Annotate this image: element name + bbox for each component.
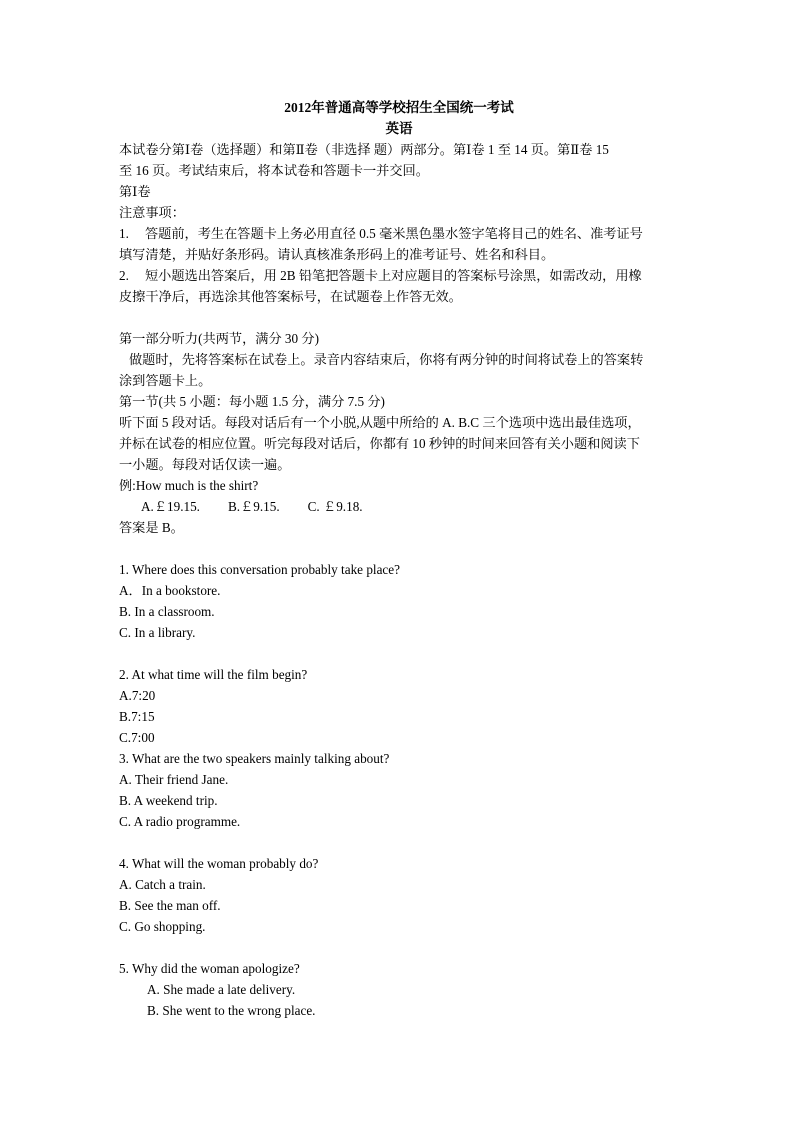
- answer-option: C.7:00: [119, 730, 155, 745]
- question-text: 1. Where does this conversation probably take place?: [119, 562, 400, 577]
- part-heading: 第一部分听力(共两节，满分 30 分): [119, 331, 320, 346]
- answer-option: A. Catch a train.: [119, 877, 206, 892]
- note-number: 1.: [119, 226, 129, 241]
- answer-option: B. She went to the wrong place.: [147, 1003, 316, 1018]
- answer-option: C. In a library.: [119, 625, 196, 640]
- answer-option: C. A radio programme.: [119, 814, 241, 829]
- exam-subject: 英语: [385, 121, 413, 136]
- note-item: [119, 265, 679, 286]
- volume-heading: 第Ⅰ卷: [119, 184, 151, 199]
- spacer: [119, 937, 679, 958]
- example-question: 例:How much is the shirt?: [119, 478, 259, 493]
- spacer: [119, 307, 679, 328]
- note-number: 2.: [119, 268, 129, 283]
- example-option: C. ￡9.18.: [307, 499, 363, 514]
- question-block: [119, 853, 679, 937]
- section-instruction: 一小题。每段对话仅读一遍。: [119, 457, 291, 472]
- answer-option: A.7:20: [119, 688, 156, 703]
- question-text: 3. What are the two speakers mainly talking about?: [119, 751, 390, 766]
- section-heading: 第一节(共 5 小题：每小题 1.5 分，满分 7.5 分): [119, 394, 385, 409]
- note-text: 答题前，考生在答题卡上务必用直径 0.5 毫米黑色墨水签字笔将目己的姓名、准考证号: [145, 226, 643, 241]
- spacer: [119, 832, 679, 853]
- spacer: [119, 538, 679, 559]
- section-instruction: 并标在试卷的相应位置。听完每段对话后，你都有 10 秒钟的时间来回答有关小题和阅读下: [119, 436, 640, 451]
- question-text: 5. Why did the woman apologize?: [119, 961, 300, 976]
- answer-option: B. See the man off.: [119, 898, 221, 913]
- question-text: 4. What will the woman probably do?: [119, 856, 319, 871]
- note-text: 短小题选出答案后，用 2B 铅笔把答题卡上对应题目的答案标号涂黑，如需改动，用橡: [145, 268, 642, 283]
- example-option: B.￡9.15.: [227, 499, 280, 514]
- note-continuation: 皮擦干净后，再选涂其他答案标号，在试题卷上作答无效。: [119, 289, 462, 304]
- example-option: A.￡19.15.: [141, 499, 200, 514]
- answer-option: A. She made a late delivery.: [147, 982, 296, 997]
- question-block: [119, 559, 679, 643]
- question-block: [119, 748, 679, 832]
- answer-option: B. In a classroom.: [119, 604, 215, 619]
- note-continuation: 填写清楚，并贴好条形码。请认真核准条形码上的准考证号、姓名和科目。: [119, 247, 555, 262]
- question-block: [119, 664, 679, 748]
- exam-title: 2012年普通高等学校招生全国统一考试: [284, 100, 514, 115]
- intro-line: 本试卷分第Ⅰ卷（选择题）和第Ⅱ卷（非选择 题）两部分。第Ⅰ卷 1 至 14 页。第Ⅱ卷 15: [119, 142, 609, 157]
- answer-option: B.7:15: [119, 709, 155, 724]
- answer-option: B. A weekend trip.: [119, 793, 218, 808]
- question-text: 2. At what time will the film begin?: [119, 667, 308, 682]
- intro-line: 至 16 页。考试结束后，将本试卷和答题卡一并交回。: [119, 163, 429, 178]
- example-options: [119, 496, 679, 517]
- answer-option: A. Their friend Jane.: [119, 772, 229, 787]
- instruction-line: 做题时，先将答案标在试卷上。录音内容结束后，你将有两分钟的时间将试卷上的答案转: [129, 352, 644, 367]
- notes-heading: 注意事项：: [119, 205, 185, 220]
- note-item: [119, 223, 679, 244]
- spacer: [119, 643, 679, 664]
- instruction-line: 涂到答题卡上。: [119, 373, 212, 388]
- page-content: [119, 97, 679, 1021]
- answer-option: A．In a bookstore.: [119, 583, 221, 598]
- example-answer: 答案是 B。: [119, 520, 184, 535]
- section-instruction: 听下面 5 段对话。每段对话后有一个小脱,从题中所给的 A. B.C 三个选项中选出最佳选项，: [119, 415, 641, 430]
- question-block: [119, 958, 679, 1021]
- answer-option: C. Go shopping.: [119, 919, 206, 934]
